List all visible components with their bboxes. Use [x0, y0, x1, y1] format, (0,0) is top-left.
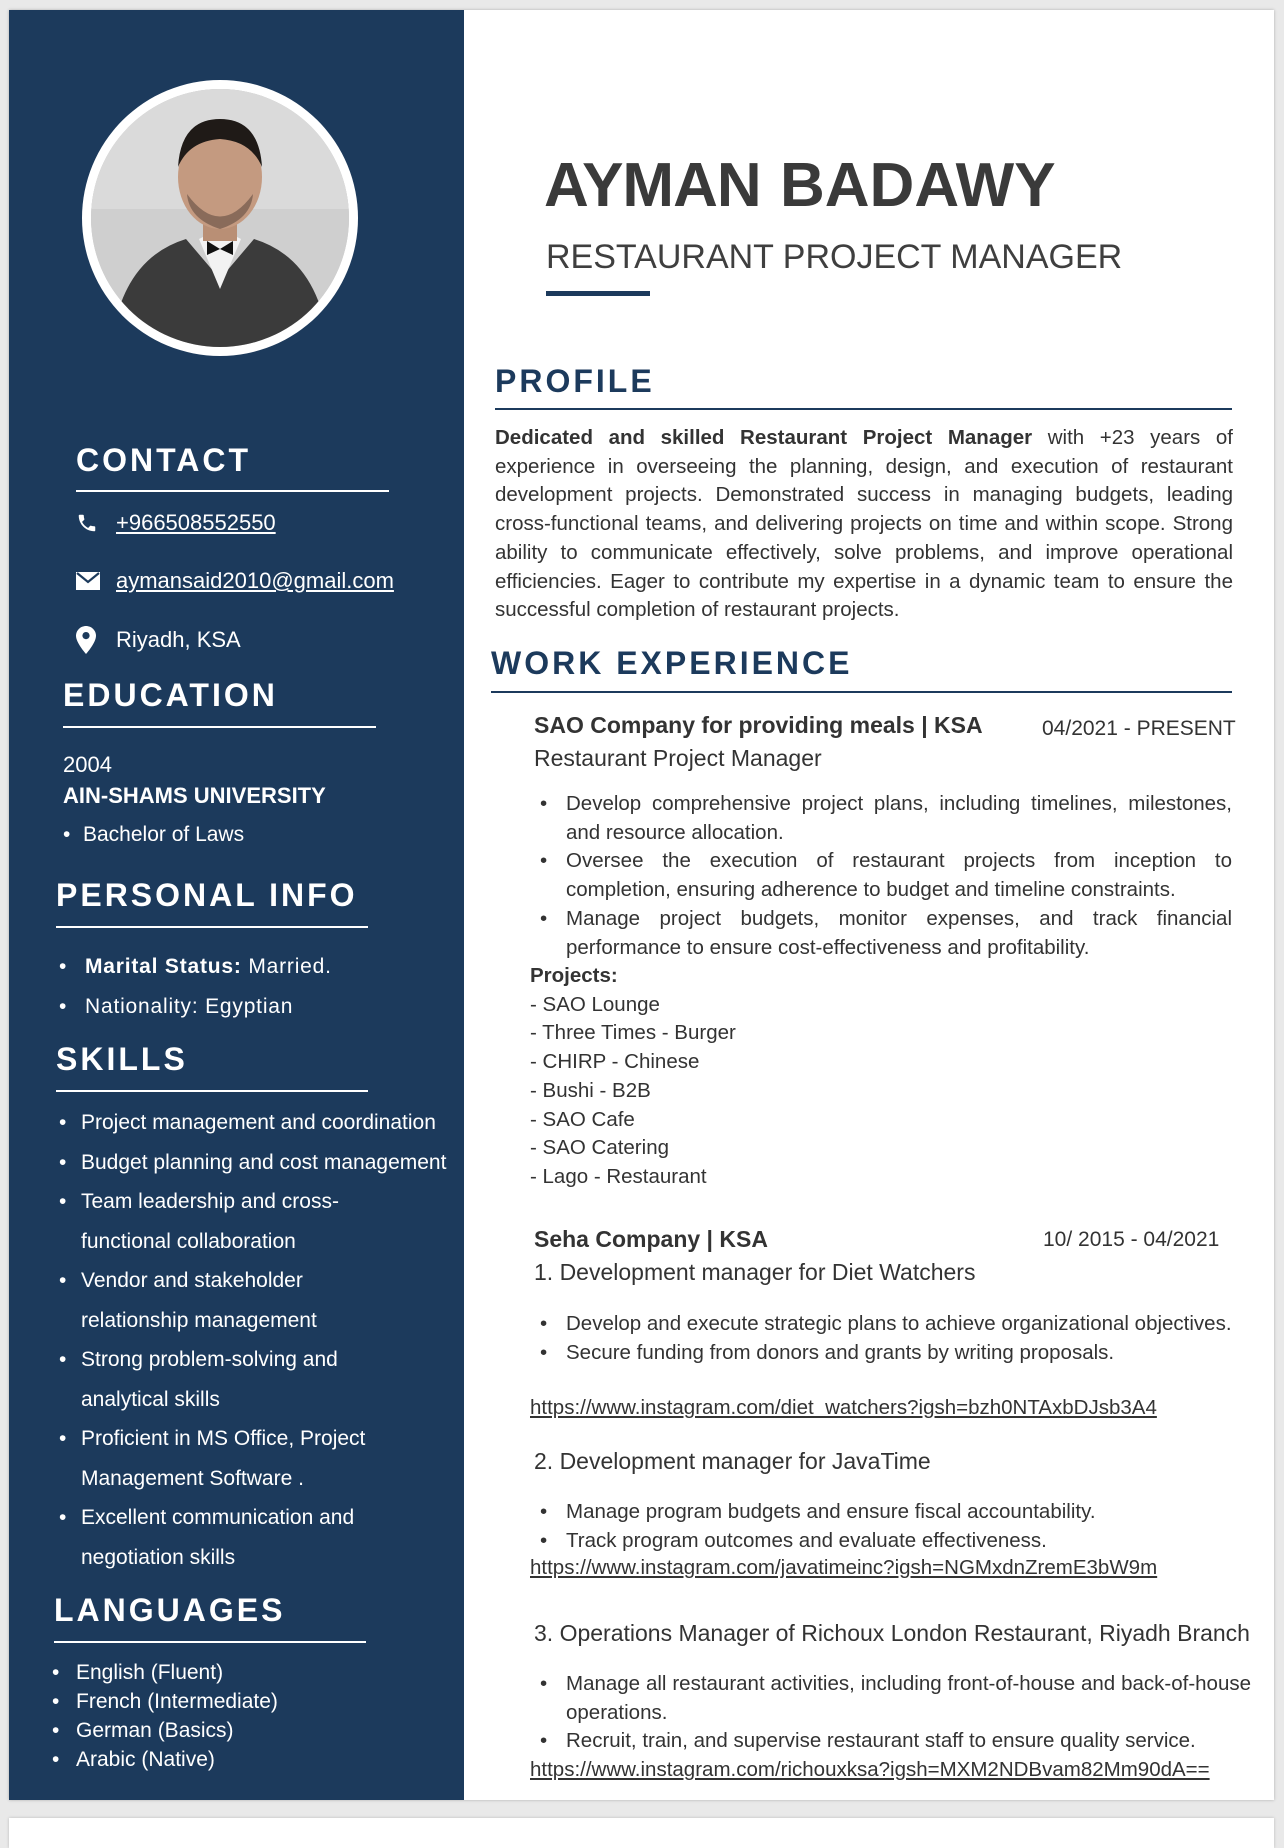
profile-body: with +23 years of experience in overseeing the planning, design, and execution of restaurant development projects. Demonstrated success in managing budgets, leading cross-functional teams, and delivering projects on time and within scope. Strong ability to communicate effectively, solve problems, and improve operational efficiencies. Eager to contribute my expertise in a dynamic team to ensure the successful completion of restaurant projects.: [495, 426, 1233, 622]
language-item: • German (Basics): [52, 1716, 278, 1745]
job-title: RESTAURANT PROJECT MANAGER: [546, 238, 1123, 276]
location-text: Riyadh, KSA: [116, 627, 241, 652]
resume-page: [9, 10, 1274, 1800]
project-item: - CHIRP - Chinese: [530, 1050, 700, 1074]
education-degree: • Bachelor of Laws: [63, 820, 244, 850]
location-pin-icon: [76, 626, 116, 654]
marital-status-item: [59, 947, 332, 987]
language-item: • English (Fluent): [52, 1658, 278, 1687]
job2-dates: 10/ 2015 - 04/2021: [1043, 1228, 1220, 1251]
profile-heading: PROFILE: [495, 363, 655, 399]
marital-status-label: Marital Status:: [85, 955, 242, 978]
job2-sub3-link[interactable]: https://www.instagram.com/richouxksa?igsh=MXM2NDBvam82Mm90dA==: [530, 1758, 1210, 1781]
languages-heading: LANGUAGES: [54, 1592, 286, 1628]
job1-company: SAO Company for providing meals | KSA: [534, 712, 983, 738]
skill-item: • Project management and coordination: [59, 1103, 449, 1143]
contact-location-row: [76, 626, 241, 654]
job2-sub3-bullet: • Manage all restaurant activities, including front-of-house and back-of-house operations.: [530, 1670, 1251, 1727]
education-heading: EDUCATION: [63, 677, 278, 713]
personal-info-divider: [56, 926, 368, 928]
job2-sub2-title: 2. Development manager for JavaTime: [534, 1448, 931, 1474]
language-item: • Arabic (Native): [52, 1745, 278, 1774]
email-link[interactable]: aymansaid2010@gmail.com: [116, 568, 394, 593]
education-year: 2004: [63, 752, 112, 777]
project-item: - Three Times - Burger: [530, 1021, 736, 1045]
avatar: [91, 89, 349, 347]
phone-icon: [76, 512, 116, 534]
contact-divider: [76, 490, 389, 492]
languages-divider: [54, 1641, 366, 1643]
job2-sub2-link[interactable]: https://www.instagram.com/javatimeinc?igsh=NGMxdnZremE3bW9m: [530, 1556, 1158, 1579]
skills-heading: SKILLS: [56, 1041, 188, 1077]
project-item: - Lago - Restaurant: [530, 1164, 707, 1188]
language-item: • French (Intermediate): [52, 1687, 278, 1716]
profile-divider: [495, 408, 1232, 410]
job2-sub2-bullet: • Track program outcomes and evaluate effectiveness.: [530, 1527, 1251, 1556]
job2-sub1-bullets: [530, 1310, 1251, 1367]
job1-bullets: [530, 790, 1232, 962]
skill-item: • Budget planning and cost management: [59, 1143, 449, 1183]
skills-list: [59, 1103, 449, 1577]
job2-sub3-bullet: • Recruit, train, and supervise restaurant staff to ensure quality service.: [530, 1727, 1251, 1756]
education-degree-list: [63, 820, 244, 850]
job2-sub3-bullets: [530, 1670, 1251, 1756]
sidebar: [9, 10, 464, 1800]
education-university: AIN-SHAMS UNIVERSITY: [63, 783, 326, 808]
skill-item: • Proficient in MS Office, Project Management Software .: [59, 1419, 371, 1498]
projects-heading: Projects:: [530, 964, 618, 987]
work-experience-heading: WORK EXPERIENCE: [491, 645, 853, 681]
job2-company: Seha Company | KSA: [534, 1226, 768, 1252]
profile-lead: Dedicated and skilled Restaurant Project Manager: [495, 426, 1033, 449]
skill-item: • Vendor and stakeholder relationship management: [59, 1261, 411, 1340]
mail-icon: [76, 572, 116, 590]
project-item: - SAO Catering: [530, 1136, 669, 1160]
job2-sub1-title: 1. Development manager for Diet Watchers: [534, 1259, 976, 1285]
contact-heading: CONTACT: [76, 442, 252, 478]
job2-sub1-link[interactable]: https://www.instagram.com/diet_watchers?igsh=bzh0NTAxbDJsb3A4: [530, 1396, 1157, 1419]
project-item: - SAO Cafe: [530, 1107, 635, 1131]
next-page-edge: [9, 1818, 1274, 1848]
marital-status-value: Married.: [248, 955, 332, 978]
skill-item: • Excellent communication and negotiation skills: [59, 1498, 371, 1577]
title-accent-bar: [546, 291, 650, 296]
first-name: AYMAN: [544, 151, 761, 220]
education-divider: [63, 726, 376, 728]
job1-bullet: • Develop comprehensive project plans, including timelines, milestones, and resource allocation.: [530, 790, 1232, 847]
nationality-item: • Nationality: Egyptian: [59, 987, 332, 1027]
job2-sub2-bullets: [530, 1498, 1251, 1555]
job2-sub1-bullet: • Secure funding from donors and grants by writing proposals.: [530, 1339, 1251, 1368]
personal-info-heading: PERSONAL INFO: [56, 877, 358, 913]
job1-dates: 04/2021 - PRESENT: [1042, 717, 1236, 740]
last-name: BADAWY: [780, 151, 1056, 220]
job1-bullet: • Oversee the execution of restaurant projects from inception to completion, ensuring adherence to budget and timeline constraints.: [530, 847, 1232, 904]
profile-text: [495, 424, 1233, 625]
person-photo-icon: [91, 89, 349, 347]
job2-sub1-bullet: • Develop and execute strategic plans to achieve organizational objectives.: [530, 1310, 1251, 1339]
job1-role: Restaurant Project Manager: [534, 745, 822, 771]
job2-sub3-title: 3. Operations Manager of Richoux London Restaurant, Riyadh Branch: [534, 1620, 1250, 1646]
personal-info-list: [59, 947, 332, 1027]
contact-email-row: [76, 568, 394, 594]
skill-item: • Team leadership and cross-functional collaboration: [59, 1182, 401, 1261]
languages-list: [52, 1658, 278, 1774]
contact-phone-row: [76, 510, 276, 536]
job1-projects: [530, 962, 736, 1192]
avatar-ring: [82, 80, 358, 356]
phone-link[interactable]: +966508552550: [116, 510, 276, 535]
job2-sub2-bullet: • Manage program budgets and ensure fiscal accountability.: [530, 1498, 1251, 1527]
project-item: - SAO Lounge: [530, 992, 660, 1016]
job1-bullet: • Manage project budgets, monitor expenses, and track financial performance to ensure cost-effectiveness and profitability.: [530, 905, 1232, 962]
skills-divider: [56, 1090, 368, 1092]
work-experience-divider: [491, 691, 1232, 693]
project-item: - Bushi - B2B: [530, 1078, 651, 1102]
skill-item: • Strong problem-solving and analytical skills: [59, 1340, 431, 1419]
